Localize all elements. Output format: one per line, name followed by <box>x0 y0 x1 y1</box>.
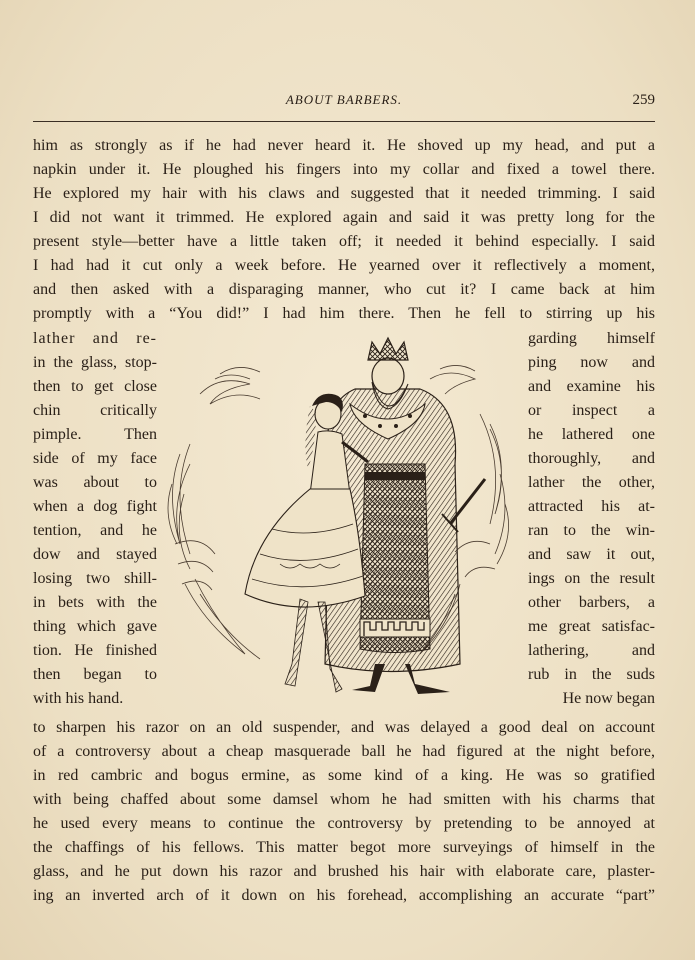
text-line: he used every means to continue the controversy by pretending to be annoyed at <box>33 815 655 832</box>
king-face <box>372 358 404 394</box>
left-column-line: tention, and he <box>33 522 157 539</box>
left-column-line: was about to <box>33 474 157 491</box>
right-column-line: thoroughly, and <box>528 450 655 467</box>
engraving-illustration <box>160 334 522 704</box>
left-column-line: in bets with the <box>33 594 157 611</box>
left-column-line: losing two shill- <box>33 570 157 587</box>
right-column-line: and saw it out, <box>528 546 655 563</box>
left-column-line: in the glass, stop- <box>33 354 157 371</box>
page-header <box>33 92 655 112</box>
right-column-line: ran to the win- <box>528 522 655 539</box>
right-column-line: garding himself <box>528 330 655 347</box>
right-column-line: ping now and <box>528 354 655 371</box>
text-line: and then asked with a disparaging manner, who cut it? I came back at him <box>33 281 655 298</box>
left-column-line: chin critically <box>33 402 157 419</box>
right-column-line: me great satisfac- <box>528 618 655 635</box>
text-line: of a controversy about a cheap masquerade ball he had figured at the night before, <box>33 743 655 760</box>
right-column-line: and examine his <box>528 378 655 395</box>
left-column-line: thing which gave <box>33 618 157 635</box>
left-column-line: pimple. Then <box>33 426 157 443</box>
right-column-line: or inspect a <box>528 402 655 419</box>
text-line: in red cambric and bogus ermine, as some kind of a king. He was so gratified <box>33 767 655 784</box>
text-line: napkin under it. He ploughed his fingers into my collar and fixed a towel there. <box>33 161 655 178</box>
left-column-line: when a dog fight <box>33 498 157 515</box>
text-line: ing an inverted arch of it down on his forehead, accomplishing an accurate “part” <box>33 887 655 904</box>
left-column-line: then to get close <box>33 378 157 395</box>
running-head: ABOUT BARBERS. <box>285 92 403 107</box>
left-column-line: then began to <box>33 666 157 683</box>
text-line: with being chaffed about some damsel whom he had smitten with his charms that <box>33 791 655 808</box>
lady-skirt <box>245 489 365 607</box>
page-number: 259 <box>632 92 655 108</box>
text-line: the chaffings of his fellows. This matter begot more surveyings of himself in the <box>33 839 655 856</box>
left-column-line: side of my face <box>33 450 157 467</box>
right-column-line: attracted his at- <box>528 498 655 515</box>
left-column-line: tion. He finished <box>33 642 157 659</box>
text-line: He explored my hair with his claws and suggested that it needed trimming. I said <box>33 185 655 202</box>
crown-icon <box>368 338 408 360</box>
right-column-line: rub in the suds <box>528 666 655 683</box>
header-rule <box>33 121 655 122</box>
text-line: him as strongly as if he had never heard it. He shoved up my head, and put a <box>33 137 655 154</box>
right-column-line: lather the other, <box>528 474 655 491</box>
text-line: present style—better have a little taken off; it needed it behind especially. I said <box>33 233 655 250</box>
text-line: to sharpen his razor on an old suspender, and was delayed a good deal on account <box>33 719 655 736</box>
king-belt <box>365 472 425 480</box>
text-line: glass, and he put down his razor and brushed his hair with elaborate care, plaster- <box>33 863 655 880</box>
left-column-line: dow and stayed <box>33 546 157 563</box>
text-line: I had had it cut only a week before. He yearned over it reflectively a moment, <box>33 257 655 274</box>
right-column-line: he lathered one <box>528 426 655 443</box>
text-line: promptly with a “You did!” I had him there. Then he fell to stirring up his <box>33 305 655 322</box>
right-column-line: He now began <box>562 690 655 707</box>
left-column-line: lather and re- <box>33 330 157 347</box>
text-line: I did not want it trimmed. He explored again and said it was pretty long for the <box>33 209 655 226</box>
right-column-line: ings on the result <box>528 570 655 587</box>
right-column-line: lathering, and <box>528 642 655 659</box>
right-column-line: other barbers, a <box>528 594 655 611</box>
left-column-line: with his hand. <box>33 690 124 707</box>
